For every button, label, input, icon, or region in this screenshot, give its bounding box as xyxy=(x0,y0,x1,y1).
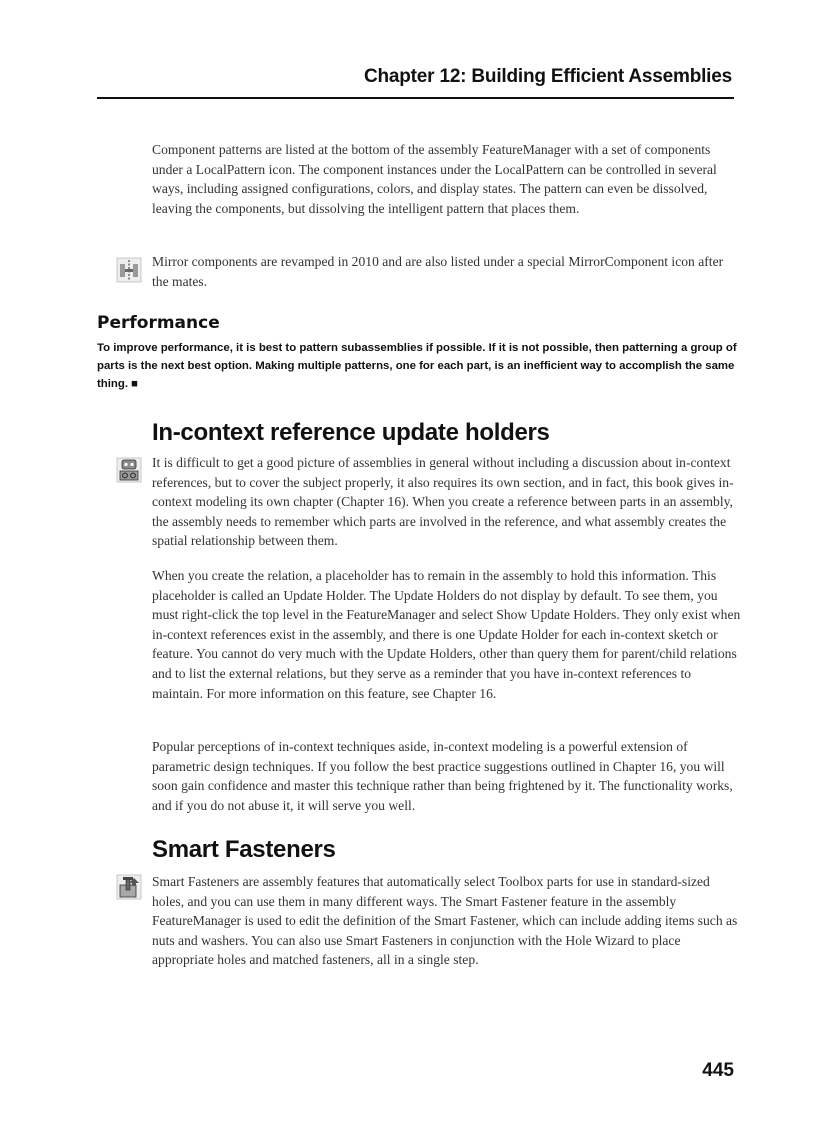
paragraph-incontext-2: When you create the relation, a placeholder has to remain in the assembly to hold this information. This placeholder is called an Update Holder. The Update Holders do not display by default. To see them, you must right-click the top level in the FeatureManager and select Show Update Holders. They only exist when in-context references exist in the assembly, and there is one Update Holder for each in-context sketch or feature. You cannot do very much with the Update Holders, other than query them for parent/child relations and to list the external relations, but they serve as a reminder that you have in-context references to maintain. For more information on this feature, see Chapter 16. xyxy=(152,568,741,701)
paragraph-mirror-components: Mirror components are revamped in 2010 and are also listed under a special MirrorComponent icon after the mates. xyxy=(152,254,724,289)
paragraph-incontext-1: It is difficult to get a good picture of assemblies in general without including a discussion about in-context references, but to cover the subject properly, it also requires its own section, and in fact, this book gives in-context modeling its own chapter (Chapter 16). When you create a reference between parts in an assembly, the assembly needs to remember which parts are involved in the reference, and what assembly creates the spatial relationship between them. xyxy=(152,455,734,549)
performance-end-mark: ■ xyxy=(131,378,139,390)
page-number: 445 xyxy=(702,1060,734,1081)
heading-smart-fasteners: Smart Fasteners xyxy=(152,836,336,863)
heading-incontext: In-context reference update holders xyxy=(152,419,550,446)
smart-fastener-icon xyxy=(116,874,142,900)
paragraph-smart-fasteners: Smart Fasteners are assembly features that automatically select Toolbox parts for use in standard-sized holes, and you can use them in many different ways. The Smart Fastener feature in the assembly FeatureManager is used to edit the definition of the Smart Fastener, which can include adding items such as nuts and washers. You can also use Smart Fasteners in conjunction with the Hole Wizard to place appropriate holes and matched fasteners, all in a single step. xyxy=(152,874,738,968)
performance-text xyxy=(97,339,737,393)
performance-body: To improve performance, it is best to pattern subassemblies if possible. If it is not possible, then patterning a group of parts is the next best option. Making multiple patterns, one for each part, is an inefficient way to accomplish the same thing. xyxy=(97,342,737,390)
paragraph-component-patterns: Component patterns are listed at the bottom of the assembly FeatureManager with a set of components under a LocalPattern icon. The component instances under the LocalPattern can be controlled in several ways, including assigned configurations, colors, and display states. The pattern can even be dissolved, leaving the components, but dissolving the intelligent pattern that places them. xyxy=(152,142,717,216)
header-rule xyxy=(97,97,734,99)
paragraph-incontext-3: Popular perceptions of in-context techniques aside, in-context modeling is a powerful extension of parametric design techniques. If you follow the best practice suggestions outlined in Chapter 16, you will soon gain confidence and master this technique rather than being frightened by it. The functionality works, and if you do not abuse it, it will serve you well. xyxy=(152,739,733,813)
running-head: Chapter 12: Building Efficient Assemblies xyxy=(363,66,732,87)
update-holder-icon xyxy=(116,457,142,483)
mirror-component-icon xyxy=(116,257,142,283)
performance-title: Performance xyxy=(97,313,220,333)
